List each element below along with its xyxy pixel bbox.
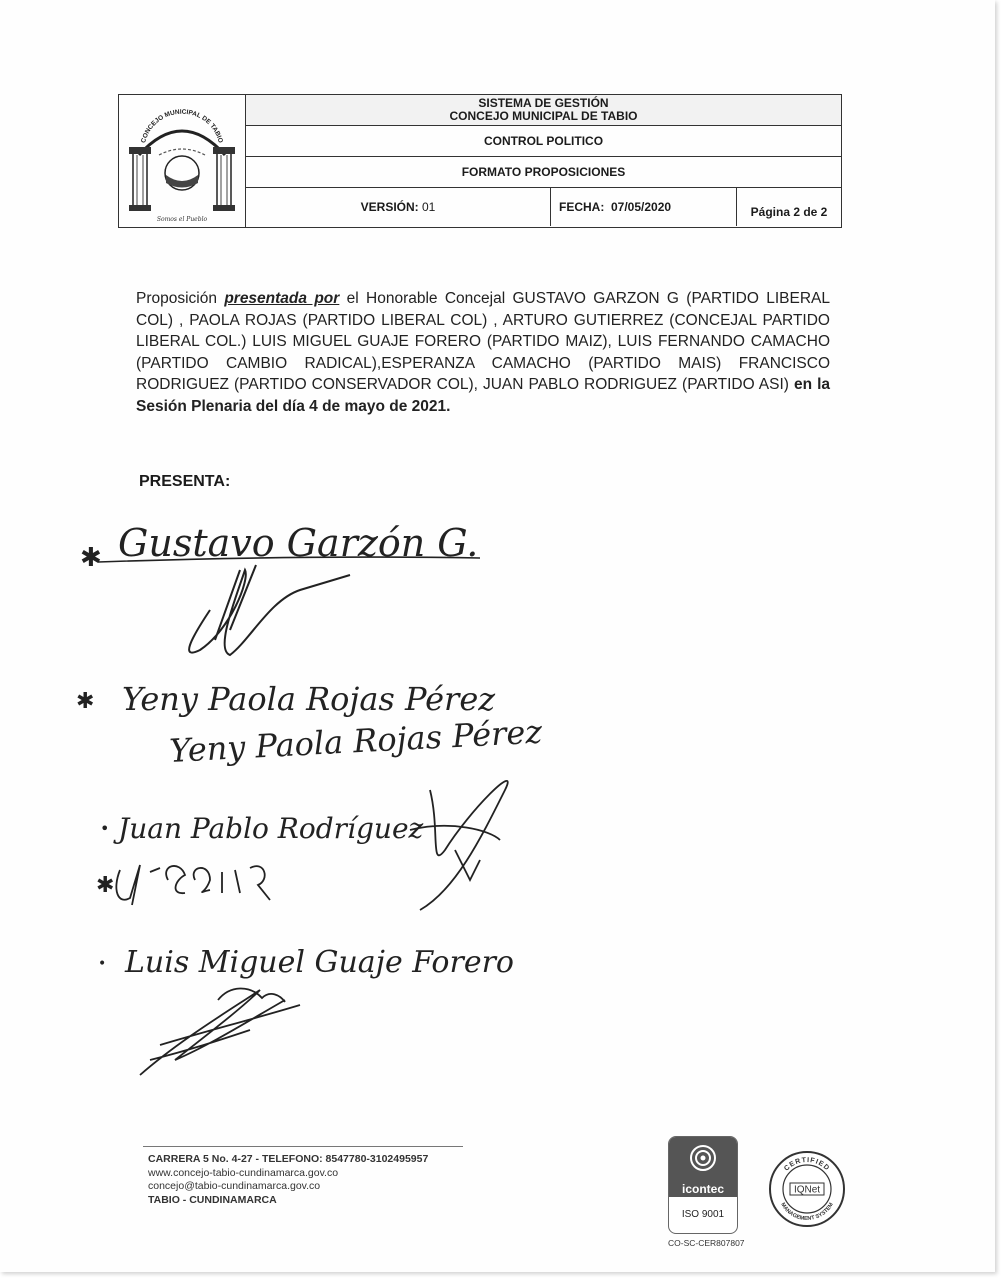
date-label: FECHA:: [559, 199, 605, 214]
proposal-underlined: presentada por: [224, 290, 340, 307]
footer-address: CARRERA 5 No. 4-27 - TELEFONO: 8547780-3102495957: [148, 1153, 429, 1165]
signature-scribble-3: [410, 781, 508, 910]
date-value: 07/05/2020: [611, 199, 672, 214]
footer-city: TABIO - CUNDINAMARCA: [148, 1193, 277, 1206]
icontec-label: icontec: [681, 1182, 724, 1196]
signature-name-1: Gustavo Garzón G.: [118, 521, 479, 565]
proposal-session-date: en la Sesión Plenaria del día 4 de mayo de 2021.: [136, 376, 830, 415]
page-number: Página 2 de 2: [750, 204, 828, 219]
icontec-top: [669, 1137, 737, 1197]
footer-contact: [148, 1153, 428, 1207]
system-title-line1: SISTEMA DE GESTIÓN: [478, 96, 609, 110]
iso-label: ISO 9001: [681, 1209, 725, 1220]
version-value: 01: [422, 199, 436, 214]
certificate-code: CO-SC-CER807807: [668, 1238, 745, 1248]
signature-scribble-6: [140, 988, 300, 1075]
svg-text:CONCEJO MUNICIPAL DE TABIO: CONCEJO MUNICIPAL DE TABIO: [140, 108, 224, 144]
proposal-text-body: el Honorable Concejal GUSTAVO GARZON G (PARTIDO LIBERAL COL) , PAOLA ROJAS (PARTIDO LIBERAL COL) , ARTURO GUTIERREZ (CONCEJAL PARTIDO LIBERAL COL.) LUIS MIGUEL GUAJE FORERO (PARTIDO MAIZ), LUIS FERNANDO CAMACHO (PARTIDO CAMBIO RADICAL),ESPERANZA CAMACHO (PARTIDO MAIS) FRANCISCO RODRIGUEZ (PARTIDO CONSERVADOR COL), JUAN PABLO RODRIGUEZ (PARTIDO ASI): [136, 290, 830, 393]
iqnet-label: IQNet: [793, 1184, 821, 1196]
version-label: VERSIÓN:: [360, 199, 419, 214]
signature-scribble-4: [116, 865, 270, 905]
signature-name-5: Luis Miguel Guaje Forero: [125, 945, 514, 980]
asterisk-mark: ✱: [76, 689, 95, 714]
icontec-badge: [668, 1136, 738, 1234]
proposal-text-start: Proposición: [136, 290, 225, 307]
presenta-heading: PRESENTA:: [139, 473, 231, 490]
asterisk-mark: •: [100, 819, 110, 838]
footer-divider: [143, 1146, 463, 1147]
signature-cursive-2: Yeny Paola Rojas Pérez: [168, 712, 544, 770]
svg-text:MANAGEMENT SYSTEM: MANAGEMENT SYSTEM: [779, 1201, 835, 1223]
section-title: CONTROL POLITICO: [246, 126, 841, 157]
svg-text:Somos el Pueblo: Somos el Pueblo: [156, 216, 208, 223]
asterisk-mark: •: [98, 956, 107, 972]
asterisk-mark: ✱: [80, 543, 102, 573]
icontec-logo-icon: [688, 1143, 718, 1173]
iqnet-badge: [768, 1150, 846, 1228]
signature-name-3: Juan Pablo Rodríguez: [118, 812, 424, 845]
footer-website: www.concejo-tabio-cundinamarca.gov.co: [148, 1166, 339, 1179]
asterisk-mark: ✱: [96, 873, 115, 898]
signature-name-2: Yeny Paola Rojas Pérez: [122, 680, 496, 718]
format-title: FORMATO PROPOSICIONES: [246, 157, 841, 188]
signature-scribble-1: [189, 570, 350, 655]
footer-email: concejo@tabio-cundinamarca.gov.co: [148, 1180, 321, 1192]
system-title-line2: CONCEJO MUNICIPAL DE TABIO: [449, 109, 638, 123]
svg-text:CERTIFIED: CERTIFIED: [783, 1156, 831, 1173]
